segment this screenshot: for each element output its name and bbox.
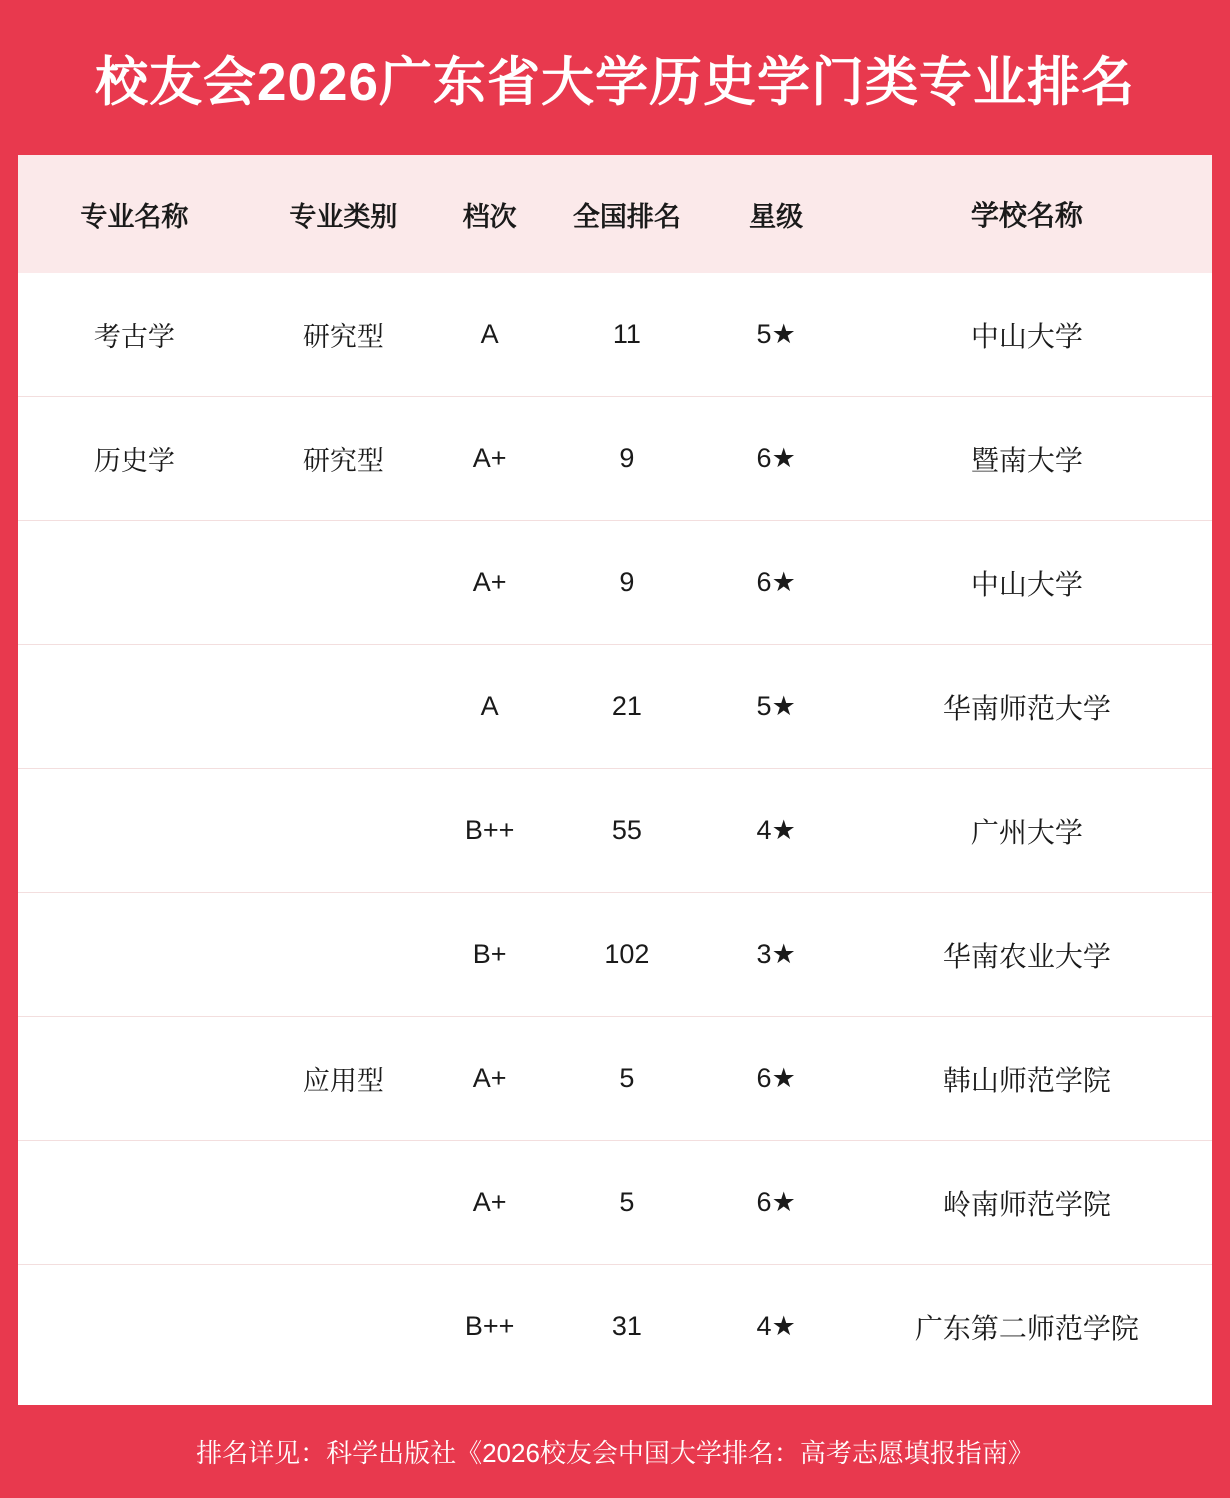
cell-grade: B++ [464,1311,515,1341]
cell-grade: A [436,273,543,397]
cell-school: 岭南师范学院 [842,1141,1212,1265]
cell-type: 应用型 [251,1017,436,1141]
cell-type [251,1265,436,1389]
cell-rank: 5 [543,1141,710,1265]
cell-star: 6★ [711,1141,842,1265]
table-row [18,1141,1212,1265]
cell-major [18,1265,251,1389]
cell-grade: A+ [436,1141,543,1265]
cell-major [18,1141,251,1265]
cell-school: 中山大学 [842,521,1212,645]
cell-major [18,1017,251,1141]
cell-school: 华南师范大学 [842,645,1212,769]
cell-major [18,521,251,645]
cell-rank: 55 [543,769,710,893]
table-body [18,273,1212,1388]
table-row [18,273,1212,397]
table-header [18,155,1212,273]
table-row [18,521,1212,645]
cell-grade: A+ [436,1017,543,1141]
cell-school: 华南农业大学 [842,893,1212,1017]
table-row [18,397,1212,521]
cell-star: 6★ [711,397,842,521]
cell-school: 中山大学 [842,273,1212,397]
cell-star: 4★ [711,769,842,893]
cell-rank: 102 [543,893,710,1017]
page-title: 校友会2026广东省大学历史学门类专业排名 [95,52,1135,112]
cell-grade: A [436,645,543,769]
cell-major: 历史学 [18,397,251,521]
cell-type [251,769,436,893]
cell-star: 4★ [756,1311,796,1341]
cell-star: 3★ [711,893,842,1017]
column-header-school: 学校名称 [970,200,1083,231]
table-row [18,1017,1212,1141]
cell-type [251,645,436,769]
cell-major: 考古学 [18,273,251,397]
cell-school: 暨南大学 [842,397,1212,521]
cell-rank: 5 [543,1017,710,1141]
cell-rank: 9 [543,397,710,521]
poster-footer [0,1405,1230,1498]
cell-rank: 31 [611,1311,642,1341]
cell-rank: 9 [543,521,710,645]
poster-header [0,0,1230,155]
cell-major [18,893,251,1017]
cell-star: 5★ [711,645,842,769]
cell-school: 广东第二师范学院 [914,1312,1139,1344]
footer-note: 排名详见：科学出版社《2026校友会中国大学排名：高考志愿填报指南》 [196,1438,1034,1468]
cell-grade: A+ [436,397,543,521]
table-header-row [18,155,1212,273]
cell-school: 韩山师范学院 [842,1017,1212,1141]
ranking-table [18,155,1212,1388]
cell-rank: 11 [543,273,710,397]
cell-type [251,521,436,645]
column-header-rank: 全国排名 [572,201,681,232]
cell-type: 研究型 [251,273,436,397]
cell-type [251,893,436,1017]
cell-grade: A+ [436,521,543,645]
cell-type [251,1141,436,1265]
cell-type: 研究型 [251,397,436,521]
table-row [18,1265,1212,1389]
column-header-star: 星级 [749,201,804,232]
column-header-major: 专业名称 [80,201,189,232]
ranking-table-container [18,155,1212,1405]
column-header-type: 专业类别 [289,201,398,232]
cell-star: 6★ [711,521,842,645]
column-header-grade: 档次 [462,201,517,232]
cell-grade: B+ [436,893,543,1017]
cell-rank: 21 [543,645,710,769]
table-row [18,645,1212,769]
table-row [18,769,1212,893]
table-row [18,893,1212,1017]
cell-major [18,645,251,769]
cell-star: 6★ [711,1017,842,1141]
cell-major [18,769,251,893]
cell-grade: B++ [436,769,543,893]
cell-school: 广州大学 [842,769,1212,893]
cell-star: 5★ [711,273,842,397]
